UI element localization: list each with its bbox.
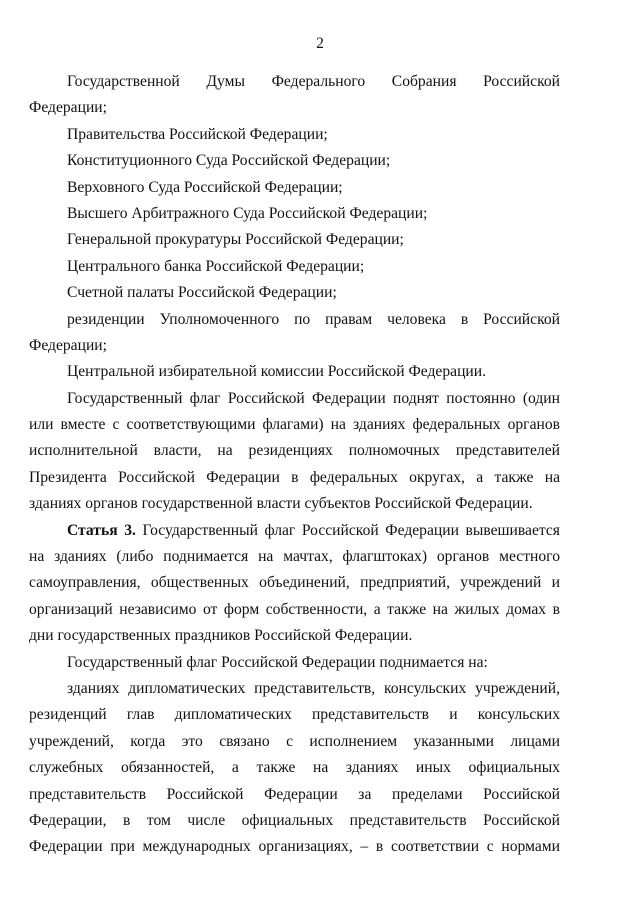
text-line: служебных обязанностей, а также на зданиях иных официальных [29, 759, 560, 777]
text-line: самоуправления, общественных объединений, предприятий, учреждений и [29, 574, 560, 592]
document-body [29, 69, 560, 861]
text-line: Федерации при международных организациях, – в соответствии с нормами [29, 838, 560, 856]
text-line: Центрального банка Российской Федерации; [67, 257, 365, 275]
text-line: Федерации, в том числе официальных представительств Российской [29, 811, 560, 829]
text-line: Федерации; [29, 336, 107, 354]
text-line: на зданиях (либо поднимается на мачтах, флагштоках) органов местного [29, 548, 560, 566]
text-line: зданиях дипломатических представительств, консульских учреждений, [67, 679, 560, 697]
text-line: резиденции Уполномоченного по правам человека в Российской [67, 310, 560, 328]
text-line: Конституционного Суда Российской Федерации; [67, 152, 391, 170]
text-line: Верховного Суда Российской Федерации; [67, 178, 343, 196]
text-line: зданиях органов государственной власти субъектов Российской Федерации. [29, 495, 533, 513]
text-line: представительств Российской Федерации за пределами Российской [29, 785, 560, 803]
text-line: организаций независимо от форм собственности, а также на жилых домах в [29, 600, 560, 618]
text-line: исполнительной власти, на резиденциях полномочных представителей [29, 442, 560, 460]
text-line: резиденций глав дипломатических представительств и консульских [29, 706, 560, 724]
text-line: дни государственных праздников Российской Федерации. [29, 627, 413, 645]
text-line: Президента Российской Федерации в федеральных округах, а также на [29, 468, 560, 486]
text-line: Государственный флаг Российской Федерации поднимается на: [67, 653, 488, 671]
text-line: Государственный флаг Российской Федерации поднят постоянно (один [67, 389, 560, 407]
text-line: Генеральной прокуратуры Российской Федерации; [67, 231, 404, 249]
text-line: Центральной избирательной комиссии Российской Федерации. [67, 363, 486, 381]
text-line: Правительства Российской Федерации; [67, 125, 328, 143]
article-text: Государственный флаг Российской Федерации вывешивается [135, 521, 560, 539]
text-line: Государственной Думы Федерального Собрания Российской [67, 73, 560, 90]
text-line: учреждений, когда это связано с исполнением указанными лицами [29, 732, 560, 750]
article-number: Статья 3. [67, 521, 136, 539]
text-line: Федерации; [29, 99, 107, 117]
text-line: или вместе с соответствующими флагами) на зданиях федеральных органов [29, 416, 560, 434]
page-number: 2 [316, 35, 324, 52]
text-line: Счетной палаты Российской Федерации; [67, 284, 337, 302]
text-line: Высшего Арбитражного Суда Российской Федерации; [67, 204, 428, 222]
article-heading-line [29, 518, 560, 544]
